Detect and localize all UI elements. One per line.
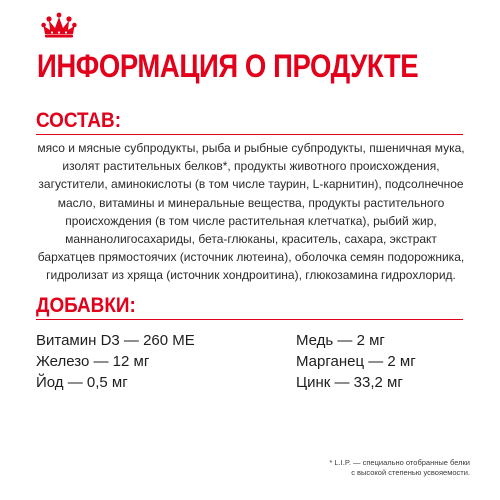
additive-item: Витамин D3 — 260 МЕ [36, 332, 195, 349]
composition-divider [36, 134, 463, 135]
crown-logo-icon [41, 12, 77, 38]
footnote [270, 458, 470, 478]
additive-item: Железо — 12 мг [36, 353, 150, 370]
additive-item: Цинк — 33,2 мг [296, 374, 403, 391]
ingredients-text: мясо и мясные субпродукты, рыба и рыбные субпродукты, пшеничная мука, изолят растительных белков*, продукты животного происхождения, загустители, аминокислоты (в том числе таурин, L-карнитин), подсолнечное масло, витамины и минеральные вещества, продукты растительного происхождения (в том числе растительная клетчатка), рыбий жир, маннанолигосахариды, бета-глюканы, краситель, сахара, экстракт бархатцев прямостоячих (источник лютеина), оболочка семян подорожника, гидролизат из хряща (источник хондроитина), глюкозамина гидрохлорид. [37, 141, 465, 283]
footnote-line-2: с высокой степенью усвояемости. [351, 468, 470, 477]
additives-list [36, 330, 466, 393]
additives-heading: ДОБАВКИ: [36, 294, 136, 317]
page-title: ИНФОРМАЦИЯ О ПРОДУКТЕ [37, 48, 419, 84]
composition-heading: СОСТАВ: [36, 109, 122, 132]
footnote-line-1: * L.I.P. — специально отобранные белки [329, 458, 470, 467]
additive-item: Йод — 0,5 мг [36, 374, 128, 391]
additive-item: Марганец — 2 мг [296, 353, 416, 370]
additives-divider [36, 319, 463, 320]
additive-item: Медь — 2 мг [296, 332, 385, 349]
